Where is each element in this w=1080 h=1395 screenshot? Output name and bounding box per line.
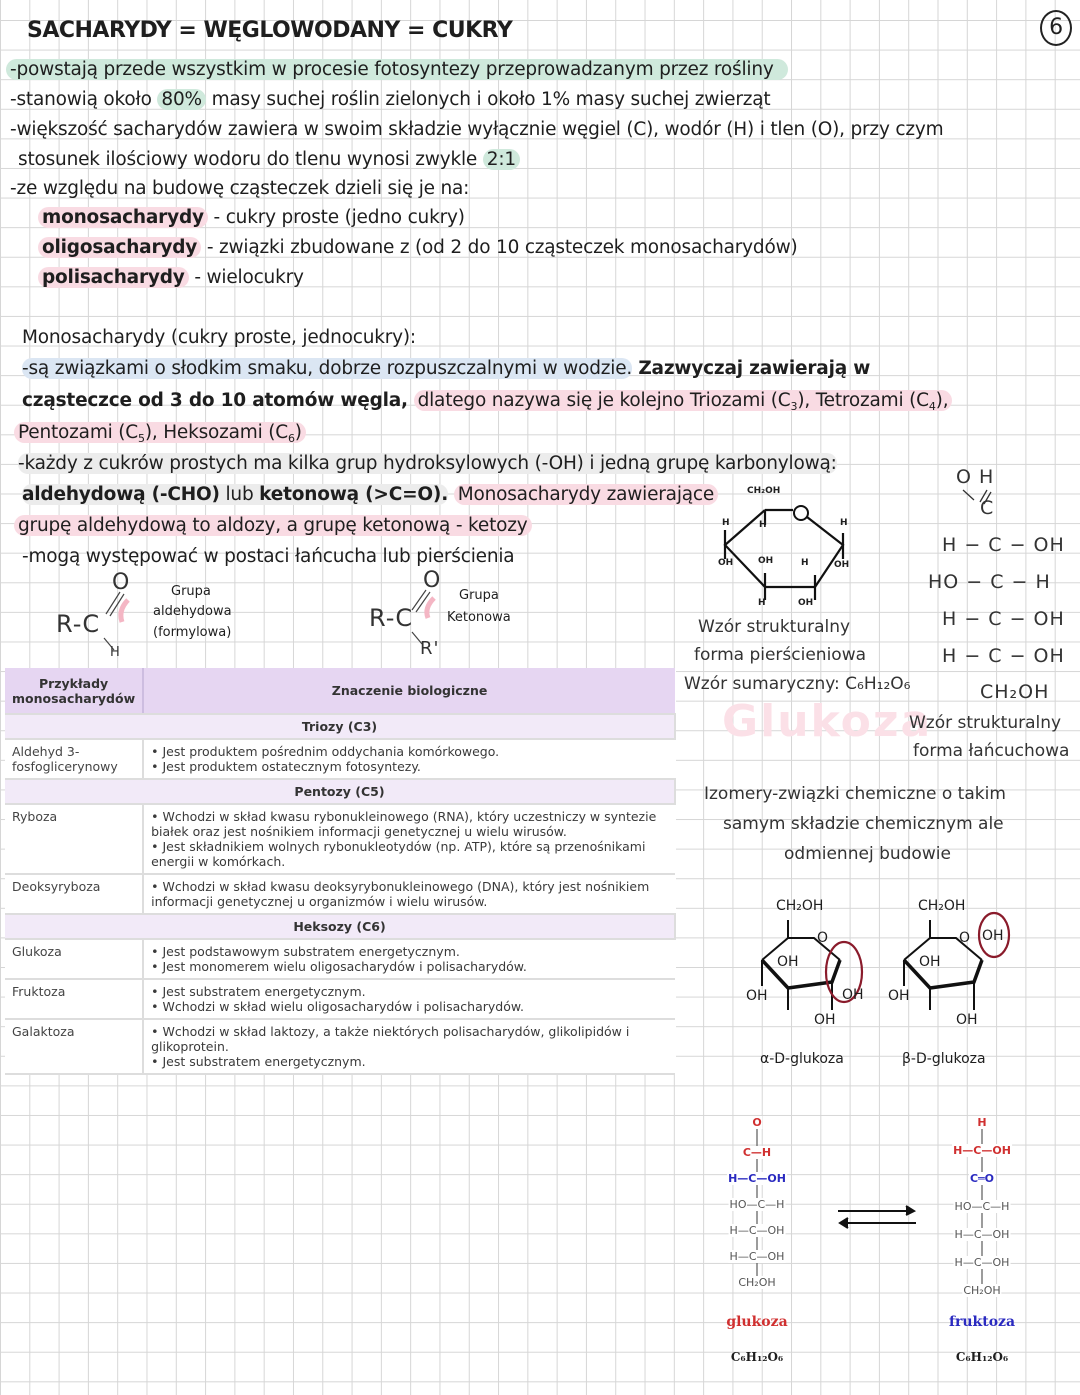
table-group-name: Pentozy (C5) (5, 779, 675, 804)
mono-p3: Pentozami $(C_5)$, Heksozami $(C_6)$ (14, 422, 306, 445)
fischer-atom-row: H (977, 1116, 987, 1129)
type-oligo: oligosacharydy - związki zbudowane z (od 2 do 10 cząsteczek monosacharydów) (38, 237, 798, 258)
table-cell-sugar: Glukoza (5, 939, 143, 979)
type-mono: monosacharydy - cukry proste (jedno cukry) (38, 207, 465, 228)
table-group-row (5, 779, 675, 804)
fischer-atom-row: H—C—OH (954, 1256, 1010, 1269)
table-cell-sugar: Deoksyryboza (5, 874, 143, 914)
table-cell-significance (143, 739, 675, 779)
intro-line-2: -stanowią około 80% masy suchej roślin zielonych i około 1% masy suchej zwierząt (10, 89, 771, 110)
fischer-name: glukoza (726, 1314, 788, 1330)
monosaccharides-table (5, 668, 676, 1075)
fischer-atom-row: H—C—OH (954, 1228, 1010, 1241)
table-cell-sugar: Galaktoza (5, 1019, 143, 1074)
intro-line-5: -ze względu na budowę cząsteczek dzieli się je na: (10, 178, 470, 199)
anomer-atom-label: OH (919, 954, 941, 970)
anomer-atom-label: CH₂OH (918, 898, 966, 914)
mono-p1: -są związkami o słodkim smaku, dobrze rozpuszczalnymi w wodzie. Zazwyczaj zawierają w (22, 358, 871, 379)
ring-atom-label: H (722, 518, 730, 528)
intro-line-4: stosunek ilościowy wodoru do tlenu wynosi zwykle 2:1 (18, 149, 520, 170)
table-row (5, 939, 675, 979)
ring-atom-label: OH (758, 556, 774, 566)
fischer-atom-row: H—C—OH (729, 1250, 785, 1263)
ring-atom-label: H (759, 520, 767, 530)
significance-list (151, 879, 668, 909)
fischer-atom-row: H—C—OH (728, 1172, 786, 1185)
ring-formula: Wzór sumaryczny: C₆H₁₂O₆ (684, 674, 911, 694)
table-cell-significance (143, 979, 675, 1019)
significance-list (151, 944, 668, 974)
fischer-atom-row: CH₂OH (738, 1276, 776, 1289)
ring-atom-label: H (801, 558, 809, 568)
anomer-atom-label: OH (888, 988, 910, 1004)
anomer-atom-label: O (817, 930, 829, 946)
type-poli: polisacharydy - wielocukry (38, 267, 304, 288)
ring-atom-label: CH₂OH (747, 486, 781, 496)
significance-list (151, 744, 668, 774)
table-group-name: Triozy (C3) (5, 714, 675, 739)
significance-point: • Wchodzi w skład laktozy, a także niektórych polisacharydów, glikolipidów i glikoprotein. (151, 1024, 668, 1054)
glukoza-watermark: Glukoza (722, 696, 933, 747)
significance-point: • Jest produktem ostatecznym fotosyntezy. (151, 759, 668, 774)
anomer-atom-label: OH (814, 1012, 836, 1028)
table-cell-sugar: Aldehyd 3-fosfoglicerynowy (5, 739, 143, 779)
fischer-atom-row: HO—C—H (729, 1198, 785, 1211)
fischer-atom-row: H—C—OH (953, 1144, 1011, 1157)
anomer-name: β-D-glukoza (902, 1051, 986, 1067)
isomers-line-1: Izomery-związki chemiczne o takim (704, 784, 1006, 804)
ring-caption-2: forma pierścieniowa (694, 645, 867, 665)
col-header-examples: Przykłady monosacharydów (5, 668, 143, 714)
significance-point: • Jest podstawowym substratem energetycznym. (151, 944, 668, 959)
fischer-atom-row: C—H (742, 1146, 772, 1159)
col-header-significance: Znaczenie biologiczne (143, 668, 675, 714)
mono-p5: aldehydową (-CHO) lub ketonową (>C=O). Monosacharydy zawierające (22, 484, 718, 505)
table-cell-sugar: Fruktoza (5, 979, 143, 1019)
fischer-atom-row: C═O (969, 1172, 995, 1185)
fischer-atom-row: O (752, 1116, 762, 1129)
table-group-row (5, 914, 675, 939)
table-cell-sugar: Ryboza (5, 804, 143, 874)
significance-point: • Wchodzi w skład wielu oligosacharydów i polisacharydów. (151, 999, 668, 1014)
table-group-row (5, 714, 675, 739)
anomer-atom-label: CH₂OH (776, 898, 824, 914)
table-cell-significance (143, 939, 675, 979)
isomers-line-2: samym składzie chemicznym ale (723, 814, 1004, 834)
anomer-atom-label: OH (982, 928, 1004, 944)
table-row (5, 804, 675, 874)
fischer-atom-row: H—C—OH (729, 1224, 785, 1237)
significance-list (151, 809, 668, 869)
ring-atom-label: OH (718, 558, 734, 568)
ring-caption-1: Wzór strukturalny (698, 617, 851, 637)
mono-p2: cząsteczce od 3 do 10 atomów węgla, dlatego nazywa się je kolejno Triozami $(C_3)$, Tetrozami $(C_4)$, (22, 390, 952, 413)
anomer-atom-label: OH (842, 987, 864, 1003)
ring-atom-label: H (758, 598, 766, 608)
table-row (5, 739, 675, 779)
intro-line-3: -większość sacharydów zawiera w swoim składzie wyłącznie węgiel (C), wodór (H) i tlen (O), przy czym (10, 119, 944, 140)
significance-list (151, 1024, 668, 1069)
table-cell-significance (143, 874, 675, 914)
chain-caption-2: forma łańcuchowa (913, 741, 1070, 761)
page-title: SACHARYDY = WĘGLOWODANY = CUKRY (27, 18, 513, 43)
significance-point: • Wchodzi w skład kwasu rybonukleinowego (RNA), który uczestniczy w syntezie białek oraz jest nośnikiem informacji genetycznej u wielu wirusów. (151, 809, 668, 839)
table-group-name: Heksozy (C6) (5, 914, 675, 939)
table-row (5, 874, 675, 914)
page-number: 6 (1040, 10, 1072, 46)
significance-point: • Jest monomerem wielu oligosacharydów i polisacharydów. (151, 959, 668, 974)
chain-caption-1: Wzór strukturalny (909, 713, 1062, 733)
fischer-atom-row: CH₂OH (963, 1284, 1001, 1297)
anomer-name: α-D-glukoza (760, 1051, 844, 1067)
anomer-atom-label: O (959, 930, 971, 946)
equilibrium-arrows-icon (836, 1205, 918, 1229)
ring-atom-label: H (840, 518, 848, 528)
mono-p4: -każdy z cukrów prostych ma kilka grup hydroksylowych (-OH) i jedną grupę karbonylową: (18, 453, 837, 474)
mono-heading: Monosacharydy (cukry proste, jednocukry): (22, 327, 416, 348)
anomer-atom-label: OH (777, 954, 799, 970)
mono-p6: grupę aldehydową to aldozy, a grupę ketonową - ketozy (14, 515, 532, 536)
isomers-line-3: odmiennej budowie (784, 844, 951, 864)
significance-list (151, 984, 668, 1014)
anomer-atom-label: OH (956, 1012, 978, 1028)
mono-p7: -mogą występować w postaci łańcucha lub pierścienia (22, 546, 515, 567)
ring-atom-label: OH (834, 560, 850, 570)
table-row (5, 979, 675, 1019)
table-cell-significance (143, 804, 675, 874)
significance-point: • Jest produktem pośrednim oddychania komórkowego. (151, 744, 668, 759)
intro-line-1: -powstają przede wszystkim w procesie fotosyntezy przeprowadzanym przez rośliny (6, 59, 788, 80)
ring-atom-label: OH (798, 598, 814, 608)
anomer-atom-label: OH (746, 988, 768, 1004)
fischer-formula: C₆H₁₂O₆ (730, 1350, 784, 1364)
fischer-atom-row: HO—C—H (954, 1200, 1010, 1213)
significance-point: • Jest składnikiem wolnych rybonukleotydów (np. ATP), które są przenośnikami energii w komórkach. (151, 839, 668, 869)
fischer-formula: C₆H₁₂O₆ (955, 1350, 1009, 1364)
table-cell-significance (143, 1019, 675, 1074)
table-row (5, 1019, 675, 1074)
significance-point: • Jest substratem energetycznym. (151, 984, 668, 999)
significance-point: • Jest substratem energetycznym. (151, 1054, 668, 1069)
significance-point: • Wchodzi w skład kwasu deoksyrybonukleinowego (DNA), który jest nośnikiem informacji genetycznej u organizmów i wielu wirusów. (151, 879, 668, 909)
fischer-name: fruktoza (948, 1314, 1016, 1330)
